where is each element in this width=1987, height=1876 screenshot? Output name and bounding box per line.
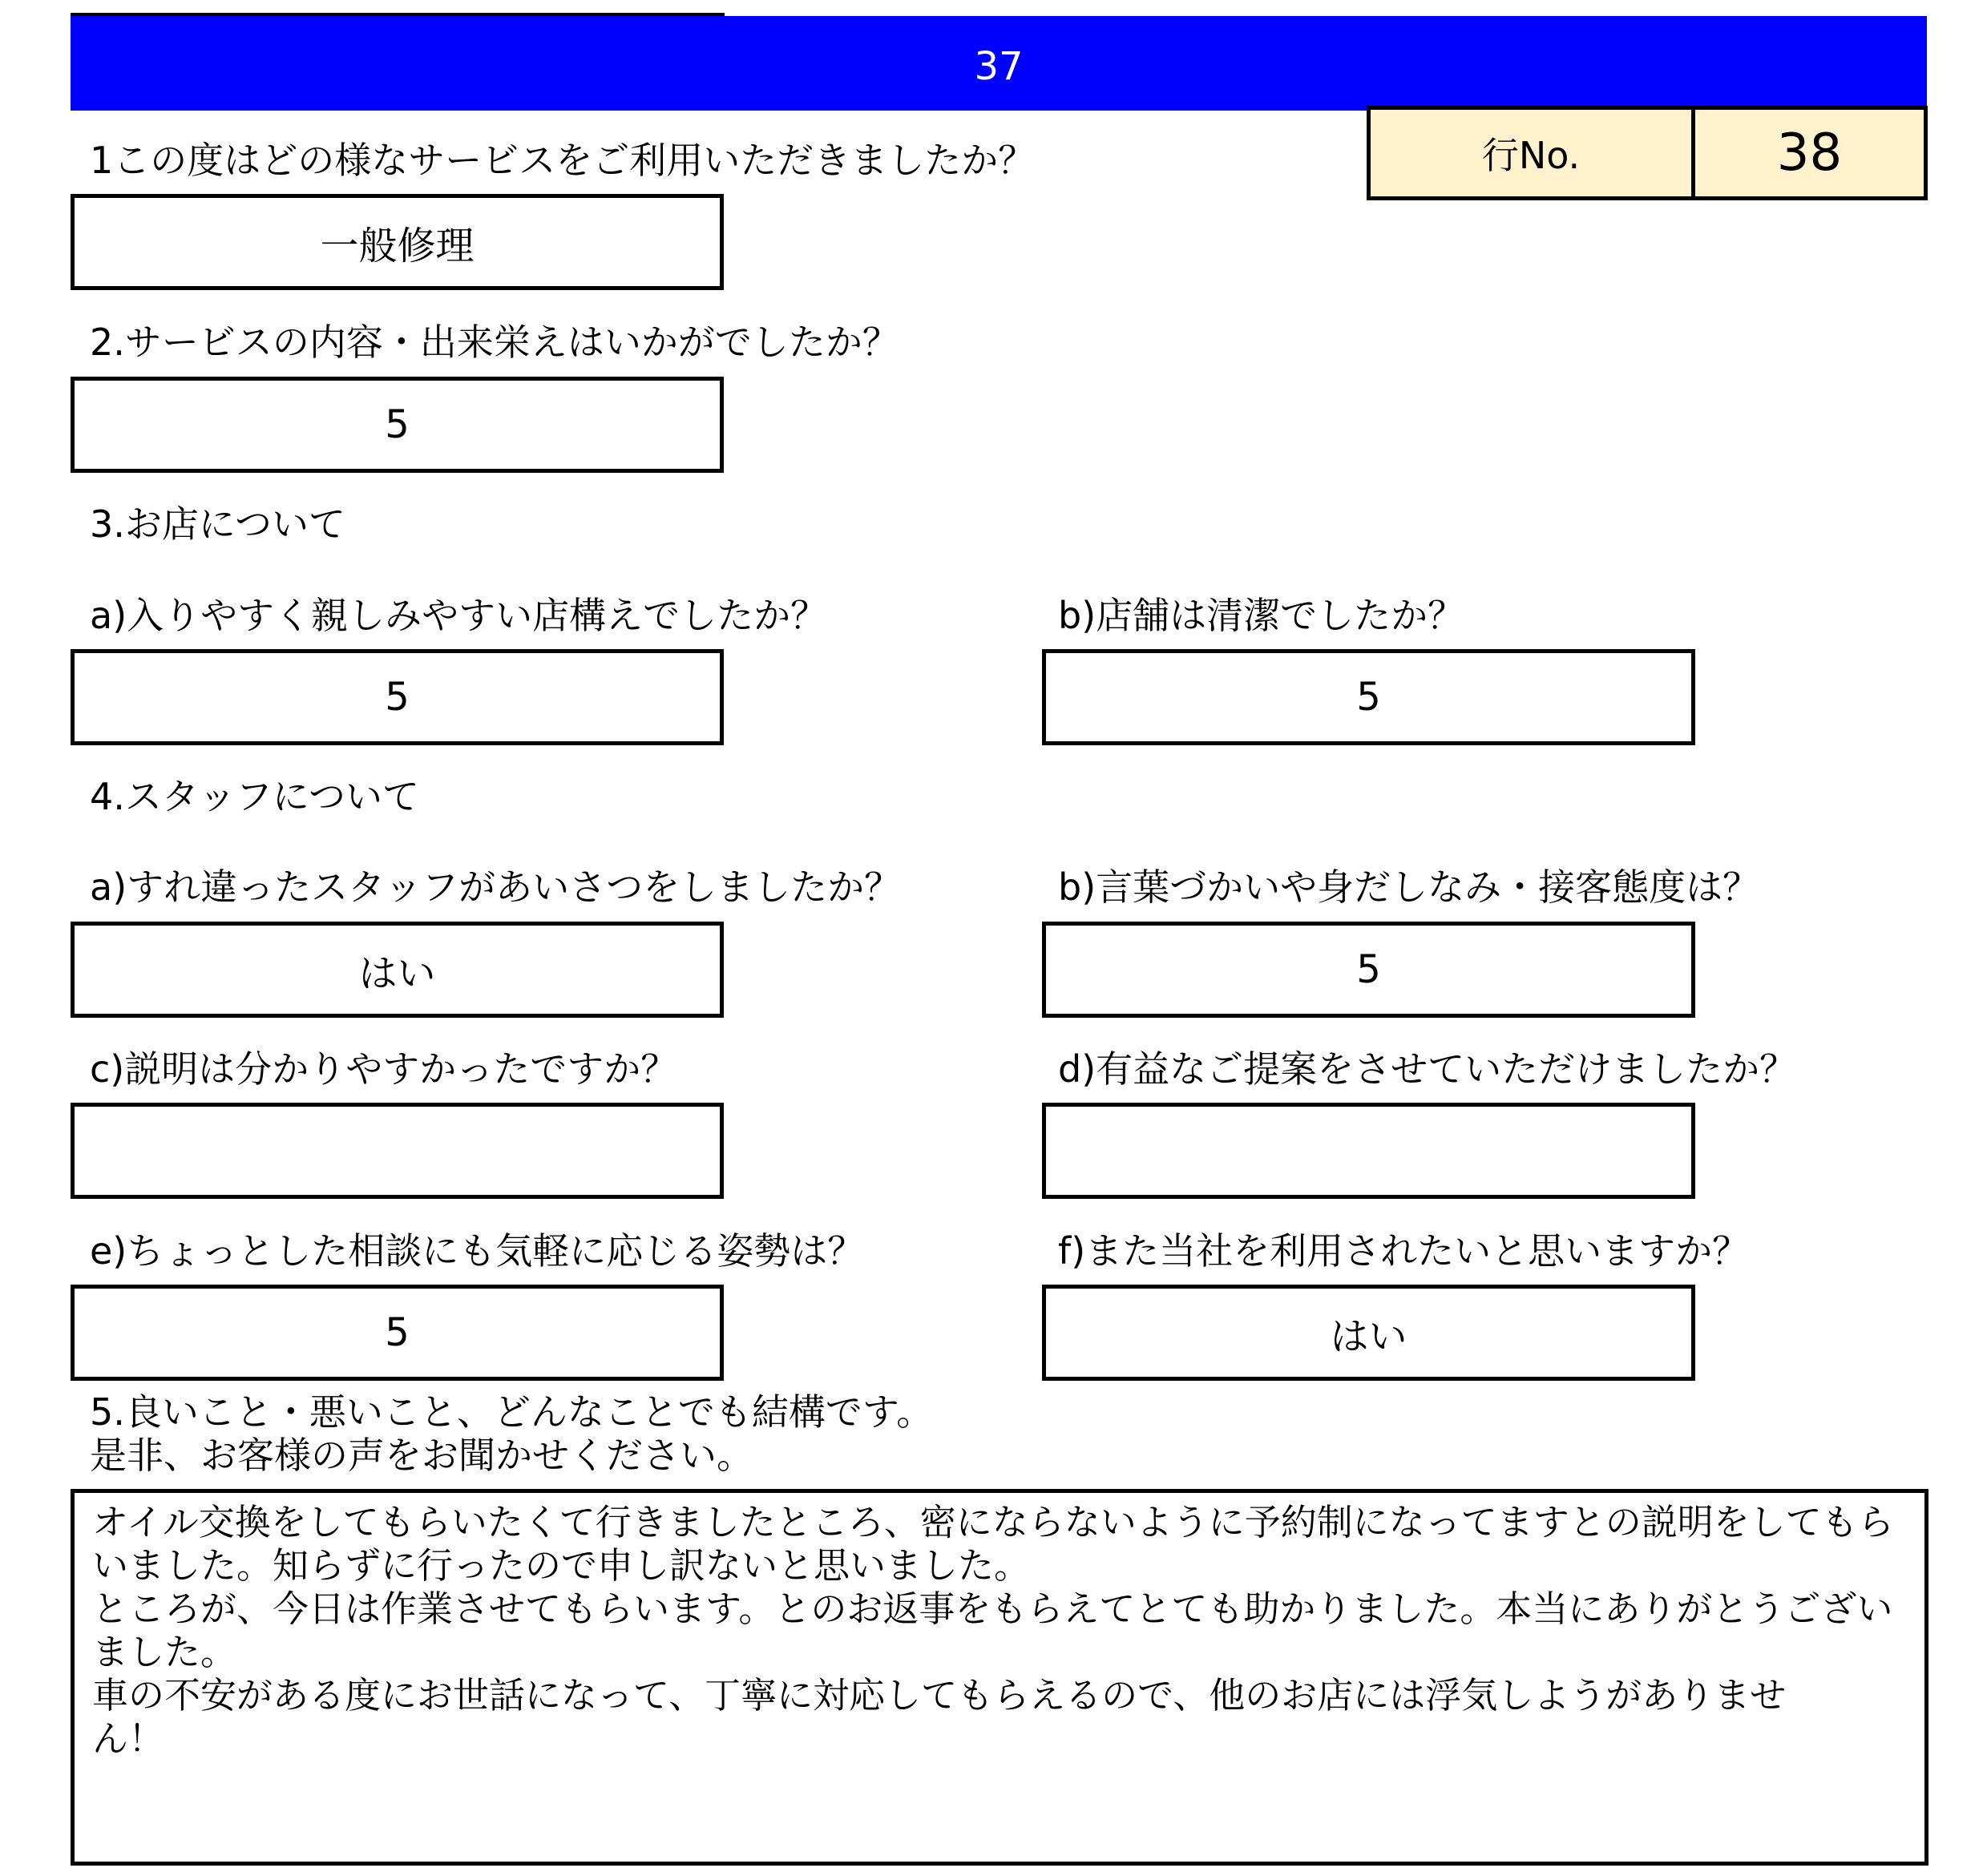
- q3a-question: a)入りやすく親しみやすい店構えでしたか？: [90, 594, 828, 637]
- q4a-question: a)すれ違ったスタッフがあいさつをしましたか？: [90, 865, 902, 909]
- q2-answer-field[interactable]: 5: [71, 377, 724, 473]
- q4d-answer-field[interactable]: [1042, 1103, 1695, 1199]
- q5-question-line2: 是非、お客様の声をお聞かせください。: [90, 1434, 753, 1477]
- q3-section-title: 3.お店について: [90, 502, 345, 546]
- q4b-answer-field[interactable]: 5: [1042, 922, 1695, 1018]
- q5-comment-field[interactable]: オイル交換をしてもらいたくて行きましたところ、密にならないように予約制になってますとの説明をしてもら いました。知らずに行ったので申し訳ないと思いました。 ところが、今日は作業させてもらいます。とのお返事をもらえてとても助かりました。本当にありがとうござい ました。 車の不安がある度にお世話になって、丁寧に対応してもらえるので、他のお店には浮気しようがありませ ん！: [71, 1489, 1928, 1866]
- q3a-answer-field[interactable]: 5: [71, 649, 724, 745]
- q1-question: 1この度はどの様なサービスをご利用いただきましたか？: [90, 139, 1036, 182]
- q4c-question: c)説明は分かりやすかったですか？: [90, 1047, 678, 1091]
- q4e-question: e)ちょっとした相談にも気軽に応じる姿勢は？: [90, 1229, 865, 1273]
- q3b-answer-field[interactable]: 5: [1042, 649, 1695, 745]
- q4-section-title: 4.スタッフについて: [90, 775, 419, 818]
- q1-answer-field[interactable]: 一般修理: [71, 194, 724, 290]
- q4e-answer-field[interactable]: 5: [71, 1285, 724, 1381]
- q4a-answer-field[interactable]: はい: [71, 922, 724, 1018]
- q2-question: 2.サービスの内容・出来栄えはいかがでしたか？: [90, 321, 899, 364]
- q4f-question: f)また当社を利用されたいと思いますか？: [1058, 1229, 1750, 1273]
- row-no-label: 行No.: [1371, 110, 1695, 196]
- q5-question-line1: 5.良いこと・悪いこと、どんなことでも結構です。: [90, 1390, 934, 1434]
- q4d-question: d)有益なご提案をさせていただけましたか？: [1058, 1047, 1797, 1091]
- row-no-value: 38: [1776, 123, 1843, 183]
- q4b-question: b)言葉づかいや身だしなみ・接客態度は？: [1058, 865, 1760, 909]
- record-number-banner: 37: [71, 16, 1927, 111]
- row-number-box: [1367, 106, 1928, 200]
- q4f-answer-field[interactable]: はい: [1042, 1285, 1695, 1381]
- q4c-answer-field[interactable]: [71, 1103, 724, 1199]
- q3b-question: b)店舗は清潔でしたか？: [1058, 594, 1465, 637]
